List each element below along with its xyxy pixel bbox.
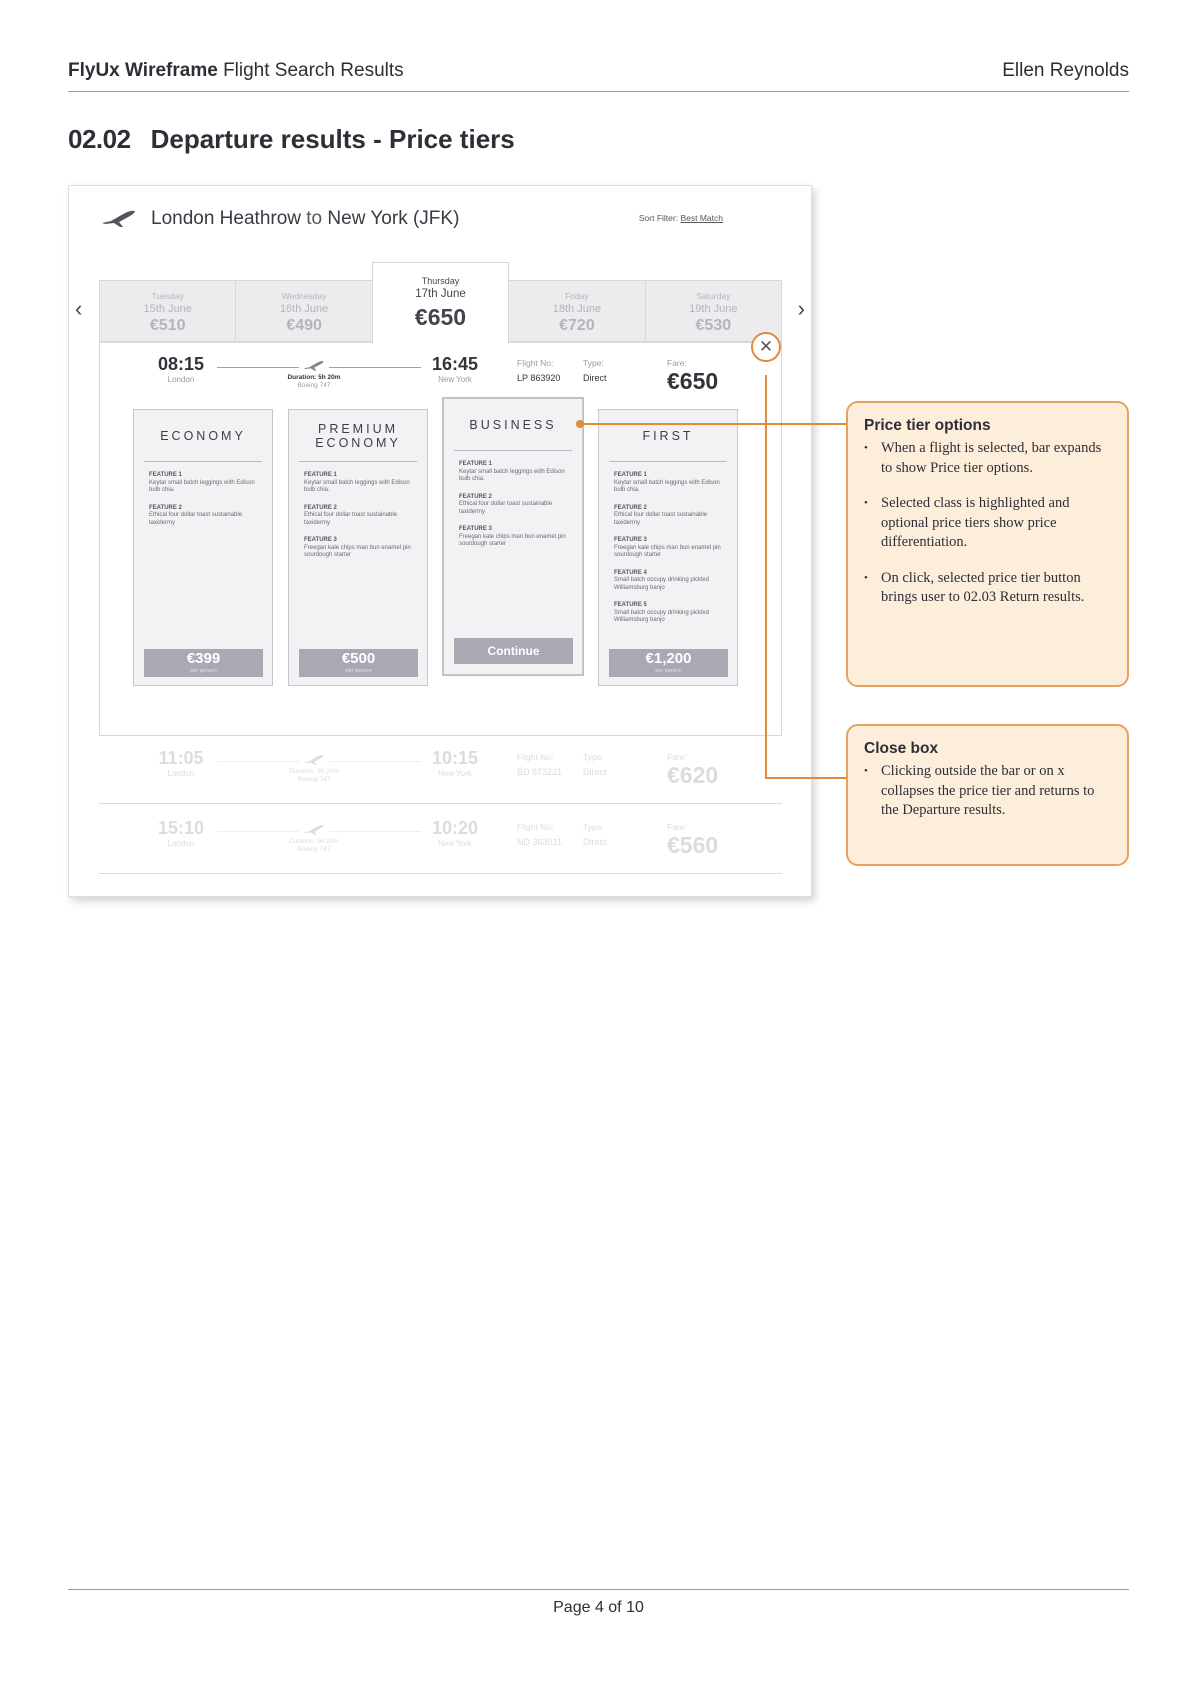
origin: London Heathrow bbox=[151, 208, 301, 229]
feature-item: FEATURE 3 Freegan kale chips man bun enamel pin sourdough starter bbox=[304, 537, 411, 558]
per-person-label: per person bbox=[655, 668, 682, 674]
departure bbox=[151, 748, 211, 778]
date-price: €510 bbox=[149, 317, 186, 334]
fare-label: Fare: bbox=[667, 358, 687, 368]
date-tab-thursday-selected[interactable] bbox=[372, 262, 509, 344]
flight-number-value: ND 363011 bbox=[517, 837, 562, 847]
feature-item: FEATURE 4 Small batch occupy drinking pickled Williamsburg banjo bbox=[614, 569, 710, 591]
connector-line bbox=[580, 423, 846, 425]
date-label: 18th June bbox=[552, 303, 602, 315]
arrival bbox=[425, 748, 485, 778]
fare-value: €620 bbox=[667, 762, 719, 788]
feature-item: FEATURE 1 Keytar small batch leggings with Edison bulb chia. bbox=[614, 472, 720, 493]
tier-card-first[interactable] bbox=[598, 409, 738, 686]
aircraft-text: Boeing 747 bbox=[297, 846, 331, 853]
flight-number-label: Flight No: bbox=[517, 822, 554, 832]
route-line bbox=[329, 367, 421, 368]
feature-item: FEATURE 1 Keytar small batch leggings with Edison bulb chia. bbox=[149, 472, 255, 493]
flight-fare bbox=[667, 752, 718, 789]
tier-price: €399 bbox=[186, 650, 221, 667]
date-label: 15th June bbox=[143, 303, 192, 315]
flight-type-value: Direct bbox=[583, 767, 607, 777]
arrival-city: New York bbox=[438, 375, 472, 384]
aircraft-text: Boeing 747 bbox=[297, 776, 331, 783]
date-tab-tuesday[interactable] bbox=[100, 281, 236, 341]
tier-name: ECONOMY bbox=[144, 410, 262, 462]
day-of-week: Wednesday bbox=[281, 291, 327, 301]
chevron-right-icon[interactable]: › bbox=[797, 296, 805, 321]
arrival-time: 16:45 bbox=[431, 354, 479, 374]
section-heading bbox=[68, 124, 515, 155]
arrival-time: 10:15 bbox=[431, 748, 479, 768]
duration-text: Duration: 5h 20m bbox=[289, 838, 339, 845]
flight-number-label: Flight No: bbox=[517, 358, 554, 368]
tier-card-economy[interactable] bbox=[133, 409, 273, 686]
connector-line bbox=[765, 375, 767, 778]
date-price: €650 bbox=[414, 304, 467, 330]
day-of-week: Thursday bbox=[421, 276, 460, 286]
close-box-callout bbox=[846, 724, 1129, 866]
callout-bullet: • When a flight is selected, bar expands to show Price tier options. bbox=[864, 439, 1111, 478]
flight-number-value: LP 863920 bbox=[517, 373, 561, 383]
first-price-button[interactable] bbox=[609, 649, 728, 677]
fare-label: Fare: bbox=[667, 752, 687, 762]
feature-item: FEATURE 5 Small batch occupy drinking pickled Williamsburg banjo bbox=[614, 602, 710, 623]
tier-card-business-selected[interactable] bbox=[443, 398, 583, 675]
close-icon[interactable]: ✕ bbox=[751, 332, 781, 362]
connector-line bbox=[765, 777, 846, 779]
flight-number bbox=[517, 822, 562, 847]
feature-item: FEATURE 2 Ethical four dollar toast sustainable taxidermy bbox=[614, 504, 708, 526]
departure-time: 15:10 bbox=[157, 818, 205, 838]
route-text bbox=[151, 208, 459, 230]
flight-fare bbox=[667, 358, 718, 395]
flight-type-label: Type: bbox=[583, 752, 604, 762]
flight-type-label: Type: bbox=[583, 358, 604, 368]
date-tab-wednesday[interactable] bbox=[236, 281, 372, 341]
date-label: 16th June bbox=[279, 303, 329, 315]
feature-item: FEATURE 3 Freegan kale chips man bun enamel pin sourdough starter bbox=[459, 526, 566, 547]
route-line bbox=[217, 367, 299, 368]
page-number: Page 4 of 10 bbox=[553, 1599, 644, 1616]
flight-type bbox=[583, 752, 607, 777]
brand-name: FlyUx Wireframe bbox=[68, 60, 218, 81]
route-connector: to bbox=[306, 208, 323, 229]
fare-value: €560 bbox=[667, 832, 719, 858]
day-of-week: Friday bbox=[565, 291, 589, 301]
route-header bbox=[101, 204, 459, 234]
sort-value[interactable]: Best Match bbox=[680, 213, 723, 223]
tier-name: PREMIUM ECONOMY bbox=[299, 410, 417, 462]
callout-bullet: • Clicking outside the bar or on x collapses the price tier and returns to the Departure results. bbox=[864, 762, 1111, 821]
feature-item: FEATURE 1 Keytar small batch leggings with Edison bulb chia. bbox=[459, 461, 565, 482]
date-price: €490 bbox=[286, 317, 322, 334]
feature-item: FEATURE 3 Freegan kale chips man bun enamel pin sourdough starter bbox=[614, 537, 721, 558]
flight-number-label: Flight No: bbox=[517, 752, 554, 762]
airplane-icon bbox=[302, 824, 326, 836]
aircraft-text: Boeing 747 bbox=[297, 382, 331, 389]
author-name: Ellen Reynolds bbox=[1002, 60, 1129, 81]
tier-name: BUSINESS bbox=[454, 399, 572, 451]
route-line bbox=[329, 831, 421, 832]
callout-list bbox=[864, 439, 1111, 608]
document-subtitle: Flight Search Results bbox=[223, 60, 404, 81]
callout-title: Price tier options bbox=[864, 417, 991, 434]
airplane-icon bbox=[101, 209, 137, 229]
tier-price: €500 bbox=[341, 650, 376, 667]
fare-value: €650 bbox=[667, 368, 719, 394]
per-person-label: per person bbox=[190, 668, 217, 674]
fare-label: Fare: bbox=[667, 822, 687, 832]
feature-item: FEATURE 1 Keytar small batch leggings with Edison bulb chia. bbox=[304, 472, 410, 493]
departure bbox=[151, 354, 211, 384]
date-label: 19th June bbox=[689, 303, 738, 315]
route-line bbox=[329, 761, 421, 762]
destination: New York (JFK) bbox=[327, 208, 460, 229]
premium-economy-price-button[interactable] bbox=[299, 649, 418, 677]
feature-item: FEATURE 2 Ethical four dollar toast sustainable taxidermy bbox=[304, 504, 398, 526]
date-price: €720 bbox=[559, 317, 595, 334]
airplane-icon bbox=[302, 360, 326, 372]
airplane-icon bbox=[302, 754, 326, 766]
date-tab-friday[interactable] bbox=[509, 281, 645, 341]
arrival-city: New York bbox=[438, 769, 472, 778]
continue-button[interactable]: Continue bbox=[454, 638, 573, 664]
tier-price: €1,200 bbox=[645, 650, 692, 667]
wireframe-screen bbox=[68, 185, 812, 897]
day-of-week: Saturday bbox=[696, 291, 731, 301]
document-title bbox=[68, 60, 404, 82]
tier-card-premium-economy[interactable] bbox=[288, 409, 428, 686]
flight-type bbox=[583, 822, 607, 847]
chevron-left-icon[interactable]: ‹ bbox=[75, 296, 83, 321]
callout-bullet: • On click, selected price tier button brings user to 02.03 Return results. bbox=[864, 569, 1111, 608]
duration-text: Duration: 5h 20m bbox=[287, 374, 341, 381]
arrival-city: New York bbox=[438, 839, 472, 848]
flight-row-selected[interactable] bbox=[99, 342, 782, 410]
route-line bbox=[217, 831, 299, 832]
flight-duration bbox=[267, 374, 361, 390]
date-label: 17th June bbox=[415, 288, 466, 300]
flight-number bbox=[517, 358, 560, 383]
flight-row[interactable] bbox=[99, 736, 782, 804]
feature-item: FEATURE 2 Ethical four dollar toast sustainable taxidermy bbox=[149, 504, 243, 526]
flight-number bbox=[517, 752, 562, 777]
callout-list bbox=[864, 762, 1111, 821]
flight-type bbox=[583, 358, 607, 383]
sort-filter[interactable] bbox=[639, 213, 723, 223]
tier-name: FIRST bbox=[609, 410, 727, 462]
flight-duration bbox=[267, 838, 361, 854]
departure bbox=[151, 818, 211, 848]
departure-city: London bbox=[167, 769, 195, 778]
flight-row[interactable] bbox=[99, 806, 782, 874]
document-header bbox=[68, 58, 1129, 92]
flight-type-label: Type: bbox=[583, 822, 604, 832]
arrival bbox=[425, 354, 485, 384]
flight-type-value: Direct bbox=[583, 373, 607, 383]
departure-time: 11:05 bbox=[158, 748, 204, 768]
flight-number-value: BD 873221 bbox=[517, 767, 563, 777]
flight-fare bbox=[667, 822, 718, 859]
departure-city: London bbox=[167, 375, 195, 384]
callout-title: Close box bbox=[864, 740, 939, 757]
arrival-time: 10:20 bbox=[431, 818, 479, 838]
per-person-label: per person bbox=[345, 668, 372, 674]
day-of-week: Tuesday bbox=[151, 291, 184, 301]
arrival bbox=[425, 818, 485, 848]
date-price: €530 bbox=[695, 317, 732, 334]
section-number: 02.02 bbox=[68, 124, 131, 154]
sort-label: Sort Filter: bbox=[638, 213, 679, 223]
price-tier-callout bbox=[846, 401, 1129, 687]
flight-duration bbox=[267, 768, 361, 784]
departure-city: London bbox=[167, 839, 195, 848]
duration-text: Duration: 5h 20m bbox=[289, 768, 339, 775]
economy-price-button[interactable] bbox=[144, 649, 263, 677]
route-line bbox=[217, 761, 299, 762]
section-title: Departure results - Price tiers bbox=[150, 124, 515, 154]
feature-item: FEATURE 2 Ethical four dollar toast sustainable taxidermy bbox=[459, 493, 553, 515]
callout-bullet: • Selected class is highlighted and optional price tiers show price differentiation. bbox=[864, 494, 1111, 553]
departure-time: 08:15 bbox=[157, 354, 205, 374]
flight-type-value: Direct bbox=[583, 837, 607, 847]
page-footer bbox=[68, 1589, 1129, 1617]
